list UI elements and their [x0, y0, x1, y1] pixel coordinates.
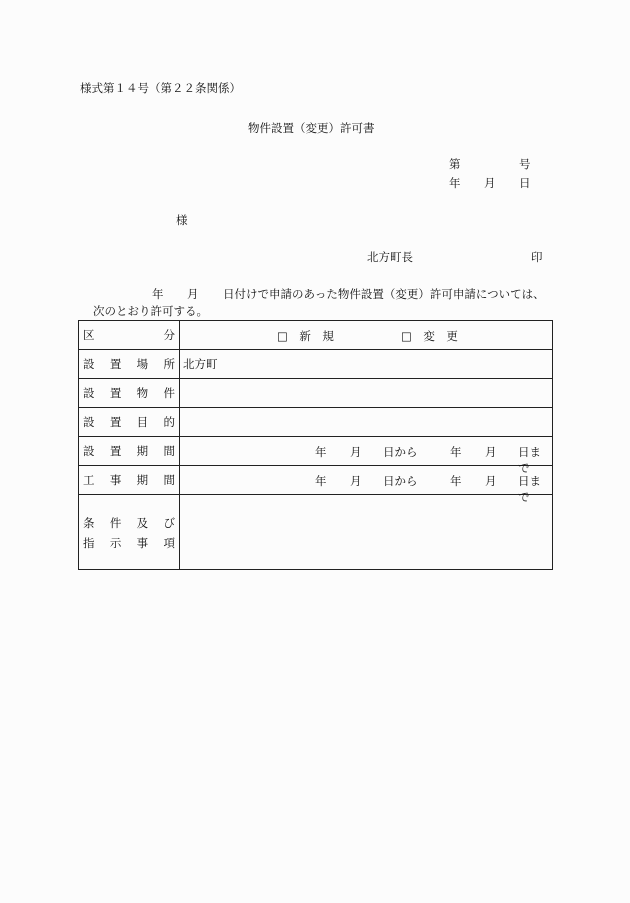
- work-period-row: [79, 466, 553, 495]
- conditions-label: 条 件 及 び 指 示 事 項: [79, 495, 180, 570]
- document-title: 物件設置（変更）許可書: [248, 121, 375, 135]
- change-checkbox[interactable]: □ 変 更: [401, 329, 458, 343]
- work-period-value[interactable]: 年 月 日から 年 月 日まで: [180, 466, 553, 495]
- location-label: 設 置 場 所: [79, 350, 180, 379]
- body-year: 年: [152, 287, 164, 301]
- location-row: [79, 350, 553, 379]
- purpose-row: [79, 408, 553, 437]
- category-row: [79, 321, 553, 350]
- seal-mark: 印: [531, 250, 543, 264]
- body-month: 月: [187, 287, 199, 301]
- body-text-line1: 日付けで申請のあった物件設置（変更）許可申請については、: [223, 287, 545, 301]
- install-period-value[interactable]: 年 月 日から 年 月 日まで: [180, 437, 553, 466]
- date-month: 月: [484, 176, 496, 190]
- purpose-value[interactable]: [180, 408, 553, 437]
- conditions-value[interactable]: [180, 495, 553, 570]
- location-value[interactable]: 北方町: [180, 350, 553, 379]
- doc-number-suffix: 号: [519, 157, 531, 171]
- object-value[interactable]: [180, 379, 553, 408]
- install-period-label: 設 置 期 間: [79, 437, 180, 466]
- purpose-label: 設 置 目 的: [79, 408, 180, 437]
- category-options: [180, 321, 553, 350]
- doc-number-prefix: 第: [449, 157, 461, 171]
- permit-table: [78, 320, 553, 570]
- category-label: 区 分: [79, 321, 180, 350]
- install-period-row: [79, 437, 553, 466]
- conditions-row: [79, 495, 553, 570]
- object-label: 設 置 物 件: [79, 379, 180, 408]
- addressee-suffix: 様: [176, 213, 188, 227]
- date-year: 年: [449, 176, 461, 190]
- date-day: 日: [519, 176, 531, 190]
- new-checkbox[interactable]: □ 新 規: [277, 329, 334, 343]
- body-text-line2: 次のとおり許可する。: [93, 304, 208, 318]
- work-period-label: 工 事 期 間: [79, 466, 180, 495]
- form-number: 様式第１４号（第２２条関係）: [80, 81, 241, 95]
- object-row: [79, 379, 553, 408]
- issuer: 北方町長: [367, 250, 413, 264]
